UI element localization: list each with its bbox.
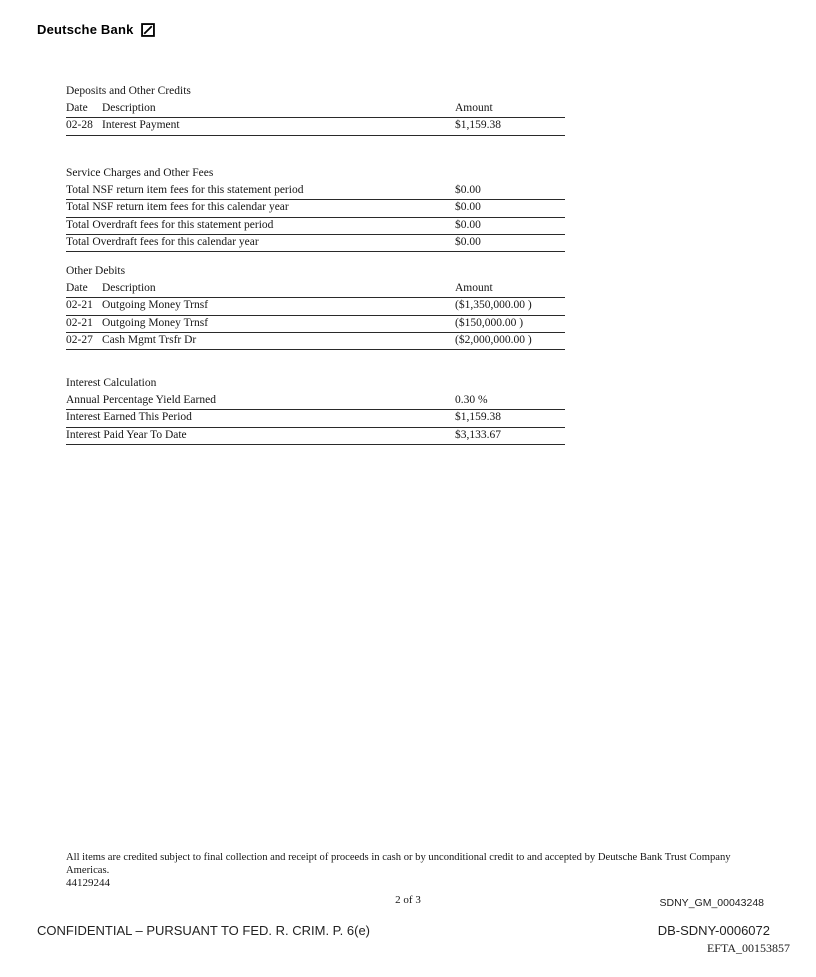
cell-label: Total Overdraft fees for this calendar year — [66, 234, 455, 251]
section-title: Service Charges and Other Fees — [66, 167, 214, 179]
table-row — [66, 410, 565, 427]
cell-amount: ($150,000.00 ) — [455, 315, 565, 332]
column-header-amount: Amount — [455, 281, 565, 298]
cell-date: 02-28 — [66, 118, 102, 135]
table-header-row — [66, 281, 565, 298]
section-title: Deposits and Other Credits — [66, 85, 191, 97]
table-row — [66, 118, 565, 135]
bates-stamp-db-sdny: DB-SDNY-0006072 — [657, 923, 770, 938]
cell-date: 02-21 — [66, 298, 102, 315]
section-title: Other Debits — [66, 265, 126, 277]
table-row — [66, 315, 565, 332]
cell-amount: $0.00 — [455, 217, 565, 234]
cell-label: Total NSF return item fees for this statement period — [66, 183, 455, 200]
cell-date: 02-27 — [66, 332, 102, 349]
page-number: 2 of 3 — [395, 894, 421, 906]
cell-date: 02-21 — [66, 315, 102, 332]
interest-calculation-table — [66, 393, 565, 445]
cell-label: Interest Paid Year To Date — [66, 427, 455, 444]
table-row — [66, 200, 565, 217]
table-row — [66, 183, 565, 200]
column-header-date: Date — [66, 281, 102, 298]
bank-name: Deutsche Bank — [37, 22, 134, 37]
cell-description: Outgoing Money Trnsf — [102, 315, 455, 332]
column-header-description: Description — [102, 101, 455, 118]
cell-amount: $0.00 — [455, 183, 565, 200]
cell-amount: $0.00 — [455, 200, 565, 217]
section-title: Interest Calculation — [66, 377, 157, 389]
section-other-debits — [66, 265, 565, 350]
cell-amount: $3,133.67 — [455, 427, 565, 444]
column-header-amount: Amount — [455, 101, 565, 118]
service-charges-table — [66, 183, 565, 252]
cell-description: Outgoing Money Trnsf — [102, 298, 455, 315]
cell-amount: ($2,000,000.00 ) — [455, 332, 565, 349]
cell-amount: $0.00 — [455, 234, 565, 251]
cell-amount: 0.30 % — [455, 393, 565, 410]
column-header-date: Date — [66, 101, 102, 118]
cell-amount: ($1,350,000.00 ) — [455, 298, 565, 315]
reference-number: 44129244 — [66, 877, 110, 889]
cell-label: Total Overdraft fees for this statement period — [66, 217, 455, 234]
cell-label: Total NSF return item fees for this calendar year — [66, 200, 455, 217]
cell-label: Interest Earned This Period — [66, 410, 455, 427]
cell-amount: $1,159.38 — [455, 410, 565, 427]
column-header-description: Description — [102, 281, 455, 298]
confidential-notice: CONFIDENTIAL – PURSUANT TO FED. R. CRIM. P. 6(e) — [37, 923, 371, 938]
table-row — [66, 332, 565, 349]
section-deposits-and-other-credits — [66, 85, 565, 136]
other-debits-table — [66, 281, 565, 350]
table-row — [66, 427, 565, 444]
section-service-charges — [66, 167, 565, 252]
table-row — [66, 298, 565, 315]
deposits-table — [66, 101, 565, 135]
disclaimer-text: All items are credited subject to final collection and receipt of proceeds in cash or by unconditional credit to and accepted by Deutsche Bank Trust Company Americas. — [66, 852, 731, 877]
table-row — [66, 393, 565, 410]
cell-amount: $1,159.38 — [455, 118, 565, 135]
bates-stamp-sdny-gm: SDNY_GM_00043248 — [659, 897, 764, 909]
table-header-row — [66, 101, 565, 118]
table-row — [66, 217, 565, 234]
table-row — [66, 234, 565, 251]
cell-label: Annual Percentage Yield Earned — [66, 393, 455, 410]
deutsche-bank-logo-icon — [141, 23, 155, 37]
section-interest-calculation — [66, 377, 565, 445]
bates-stamp-efta: EFTA_00153857 — [706, 941, 790, 955]
cell-description: Cash Mgmt Trsfr Dr — [102, 332, 455, 349]
deutsche-bank-brand — [37, 22, 155, 37]
cell-description: Interest Payment — [102, 118, 455, 135]
